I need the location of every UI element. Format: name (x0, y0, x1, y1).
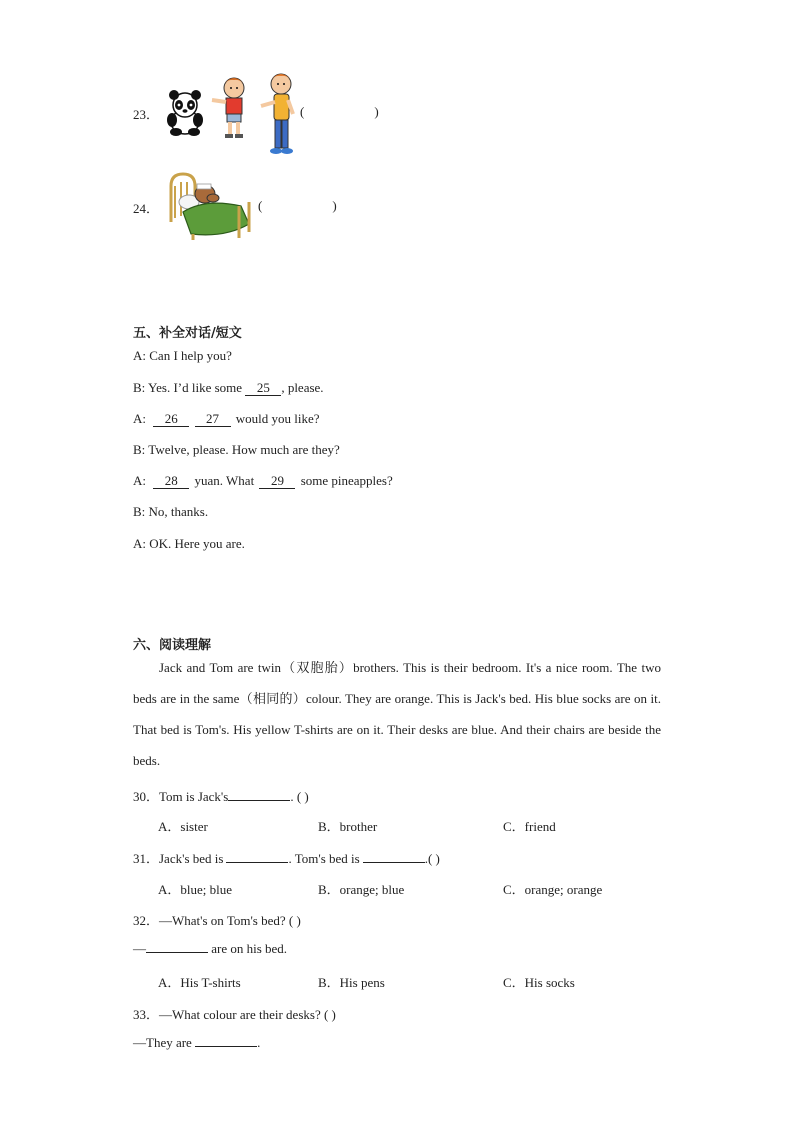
answer-32: — are on his bed. (133, 941, 288, 956)
question-24 (133, 198, 159, 217)
blank-29[interactable]: 29 (259, 474, 295, 489)
blank-31-a[interactable] (226, 862, 288, 863)
option-30-c[interactable]: C．friend (503, 819, 556, 834)
dog-in-bed-picture (165, 172, 253, 242)
dialogue-line-4: B: Twelve, please. How much are they? (133, 442, 340, 457)
blank-27[interactable]: 27 (195, 412, 231, 427)
answer-33: —They are . (133, 1035, 261, 1050)
option-31-a[interactable]: A．blue; blue (158, 882, 233, 897)
blank-33[interactable] (195, 1046, 257, 1047)
blank-25[interactable]: 25 (245, 381, 281, 396)
option-32-c[interactable]: C．His socks (503, 975, 575, 990)
reading-passage: Jack and Tom are twin（双胞胎）brothers. This is their bedroom. It's a nice room. The two beds are in the same（相同的）colour. They are orange. This is Jack's bed. His blue socks are on it. That bed is Tom's. His yellow T-shirts are on it. Their desks are blue. And their chairs are beside the beds. (133, 660, 661, 768)
blank-28[interactable]: 28 (153, 474, 189, 489)
answer-paren-24[interactable]: ( ) (258, 198, 337, 213)
option-30-b[interactable]: B．brother (318, 819, 378, 834)
section-5-title: 五、补全对话/短文 (133, 326, 242, 341)
section-6-title: 六、阅读理解 (133, 638, 212, 653)
blank-26[interactable]: 26 (153, 412, 189, 427)
dialogue-line-6: B: No, thanks. (133, 504, 209, 519)
boy-gesturing-picture (255, 72, 297, 156)
dialogue-line-1: A: Can I help you? (133, 348, 232, 363)
panda-picture (166, 90, 204, 136)
dialogue-line-3: A: 26 27 would you like? (133, 411, 320, 426)
dialogue-line-7: A: OK. Here you are. (133, 536, 245, 551)
option-31-c[interactable]: C．orange; orange (503, 882, 603, 897)
blank-31-b[interactable] (363, 862, 425, 863)
dialogue-line-5: A: 28 yuan. What 29 some pineapples? (133, 473, 393, 488)
question-31: 31．Jack's bed is . Tom's bed is .( ) (133, 851, 440, 866)
question-30: 30．Tom is Jack's . ( ) (133, 789, 309, 804)
option-32-a[interactable]: A．His T-shirts (158, 975, 241, 990)
boy-pointing-picture (210, 74, 252, 140)
option-31-b[interactable]: B．orange; blue (318, 882, 405, 897)
dialogue-line-2: B: Yes. I’d like some 25 , please. (133, 380, 324, 395)
option-32-b[interactable]: B．His pens (318, 975, 385, 990)
question-23 (133, 104, 159, 123)
question-32: 32．—What's on Tom's bed? ( ) (133, 913, 301, 928)
question-33: 33．—What colour are their desks? ( ) (133, 1007, 336, 1022)
question-number: 23． (133, 107, 160, 122)
blank-30[interactable] (228, 800, 290, 801)
answer-paren-23[interactable]: ( ) (300, 104, 379, 119)
question-number: 24． (133, 201, 160, 216)
option-30-a[interactable]: A．sister (158, 819, 208, 834)
blank-32[interactable] (146, 952, 208, 953)
